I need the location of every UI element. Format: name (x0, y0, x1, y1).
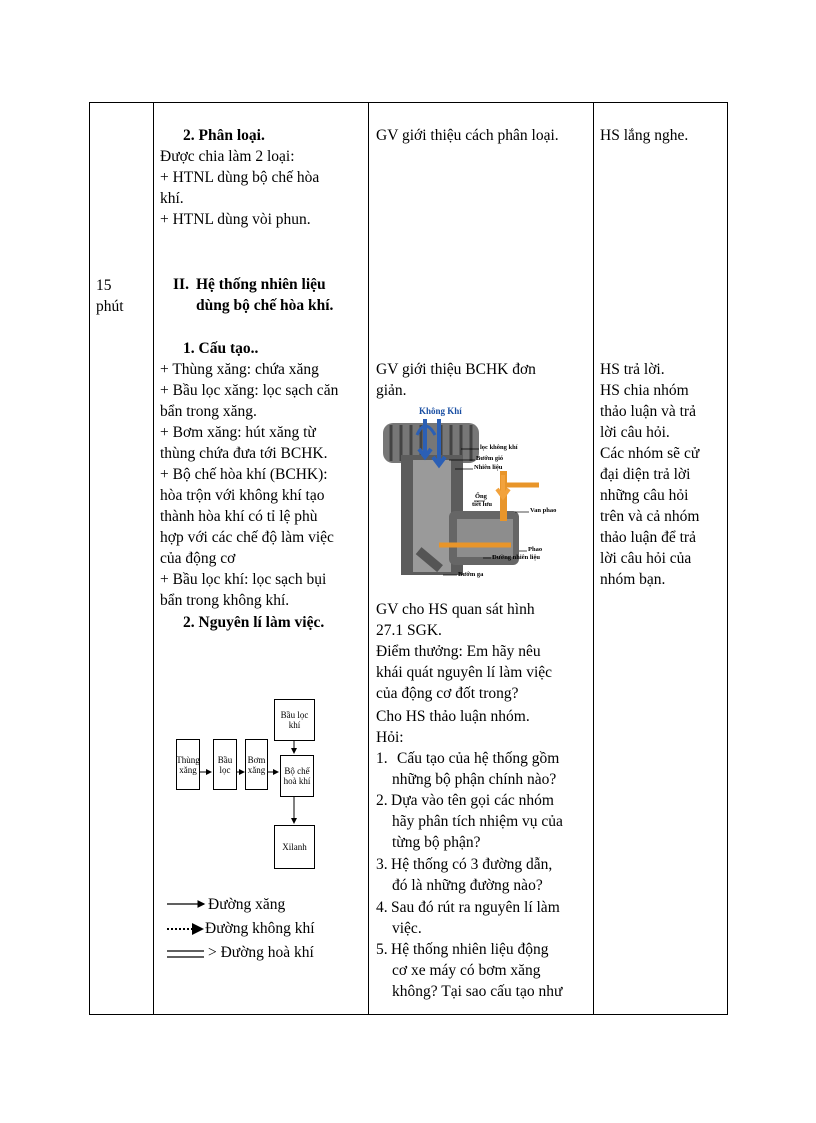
section-II-line-2: dùng bộ chế hòa khí. (196, 297, 334, 314)
structure-heading: 1. Cấu tạo.. (183, 340, 259, 357)
teacher-intro-carburetor-1: GV giới thiệu BCHK đơn (376, 361, 536, 378)
ask-label: Hỏi: (376, 729, 404, 746)
question-line: Cấu tạo của hệ thống gồm (397, 750, 560, 767)
legend-mixture: > Đường hoà khí (208, 944, 314, 961)
question-line: Dựa vào tên gọi các nhóm (391, 792, 554, 809)
carburetor-figure (379, 405, 590, 590)
question-line: không? Tại sao cấu tạo như (392, 983, 563, 1000)
cylinder-label: Xilanh (282, 842, 307, 852)
structure-line: + Bầu lọc khí: lọc sạch bụi (160, 571, 327, 588)
air-filter-label-2: khí (288, 720, 301, 730)
fuel-pump-label-2: xăng (247, 764, 266, 775)
type-1-line-1: + HTNL dùng bộ chế hòa (160, 169, 320, 186)
section-II-number: II. (173, 276, 189, 293)
question-line: hãy phân tích nhiệm vụ của (392, 813, 563, 830)
question-line: những bộ phận chính nào? (392, 771, 557, 788)
student-line: lời câu hỏi. (600, 424, 670, 441)
question-number: 5. (376, 941, 388, 958)
fuel-filter-label-1: Bầu (217, 754, 233, 765)
fig-label-air: Không Khí (419, 406, 462, 416)
student-listen: HS lắng nghe. (600, 127, 689, 144)
legend-fuel: Đường xăng (208, 896, 286, 913)
air-filter-box (274, 699, 315, 741)
structure-line: thùng chứa đưa tới BCHK. (160, 445, 328, 462)
carburetor-label-2: hoà khí (283, 776, 311, 786)
question-line: từng bộ phận? (392, 834, 481, 851)
structure-line: hòa trộn với không khí tạo (160, 487, 325, 504)
air-filter-label-1: Bầu lọc (280, 710, 309, 720)
fig-label-float: Phao (528, 546, 543, 553)
section-II-line-1: Hệ thống nhiên liệu (196, 276, 326, 293)
teacher-intro-classification: GV giới thiệu cách phân loại. (376, 127, 559, 144)
fig-label-fuel-path: Đường nhiên liệu (492, 554, 540, 561)
student-line: nhóm bạn. (600, 571, 666, 588)
carburetor-label-1: Bộ chế (284, 766, 310, 776)
fuel-pump-label-1: Bơm (247, 754, 266, 765)
type-2: + HTNL dùng vòi phun. (160, 211, 311, 228)
structure-line: bẩn trong xăng. (160, 403, 257, 420)
fig-label-venturi-2: tiết lưu (472, 501, 492, 508)
time-value: 15 (96, 277, 112, 294)
student-line: đại diện trả lời (600, 466, 691, 483)
student-line: lời câu hỏi của (600, 550, 692, 567)
fig-label-choke: Bướm gió (476, 455, 504, 462)
principle-heading: 2. Nguyên lí làm việc. (183, 614, 325, 631)
structure-line: + Bơm xăng: hút xăng từ (160, 424, 316, 441)
classification-intro: Được chia làm 2 loại: (160, 148, 295, 165)
cylinder-box (274, 825, 315, 869)
bonus-question-2: khái quát nguyên lí làm việc (376, 664, 553, 681)
question-number: 4. (376, 899, 388, 916)
fig-label-throttle: Bướm ga (458, 571, 484, 578)
section-2-heading: 2. Phân loại. (183, 127, 265, 144)
question-line: Hệ thống nhiên liệu động (391, 941, 549, 958)
fuel-tank-label-2: xăng (179, 764, 197, 775)
question-line: việc. (392, 920, 422, 937)
fig-label-venturi-1: Ống (475, 493, 487, 500)
carburetor-box (280, 755, 314, 797)
type-1-line-2: khí. (160, 190, 184, 207)
student-line: thảo luận để trả (600, 529, 696, 546)
student-line: Các nhóm sẽ cử (600, 445, 700, 462)
question-number: 2. (376, 792, 388, 809)
teacher-observe-2: 27.1 SGK. (376, 622, 442, 639)
bonus-question-1: Điểm thưởng: Em hãy nêu (376, 643, 541, 660)
question-line: Sau đó rút ra nguyên lí làm (391, 899, 560, 916)
fig-label-fuel-in: Nhiên liệu (474, 464, 503, 471)
legend-air: Đường không khí (205, 920, 315, 937)
fig-label-air-filter: lọc không khí (480, 444, 518, 451)
fig-label-float-valve: Van phao (530, 507, 557, 514)
student-line: HS trả lời. (600, 361, 665, 378)
student-line: những câu hỏi (600, 487, 689, 504)
structure-line: + Bộ chế hòa khí (BCHK): (160, 466, 328, 483)
structure-line: của động cơ (160, 550, 236, 567)
teacher-observe-1: GV cho HS quan sát hình (376, 601, 535, 618)
time-unit: phút (96, 298, 124, 315)
question-line: Hệ thống có 3 đường dẫn, (391, 856, 553, 873)
student-line: thảo luận và trả (600, 403, 696, 420)
fuel-pump-box (245, 739, 268, 790)
structure-line: thành hòa khí có tỉ lệ phù (160, 508, 318, 525)
student-line: HS chia nhóm (600, 382, 689, 399)
question-line: đó là những đường nào? (392, 877, 543, 894)
structure-line: hợp với các chế độ làm việc (160, 529, 334, 546)
question-number: 1. (376, 750, 388, 767)
teacher-intro-carburetor-2: giản. (376, 382, 407, 399)
student-line: trên và cả nhóm (600, 508, 700, 525)
structure-line: bẩn trong không khí. (160, 592, 290, 609)
fuel-filter-label-2: lọc (219, 764, 231, 775)
structure-line: + Bầu lọc xăng: lọc sạch căn (160, 382, 339, 399)
fuel-filter-box (213, 739, 237, 790)
bonus-question-3: của động cơ đốt trong? (376, 685, 519, 702)
question-line: cơ xe máy có bơm xăng (392, 962, 541, 979)
structure-line: + Thùng xăng: chứa xăng (160, 361, 319, 378)
group-discussion: Cho HS thảo luận nhóm. (376, 708, 530, 725)
fuel-tank-label-1: Thùng (176, 754, 200, 765)
question-number: 3. (376, 856, 388, 873)
fuel-tank-box (176, 739, 200, 790)
